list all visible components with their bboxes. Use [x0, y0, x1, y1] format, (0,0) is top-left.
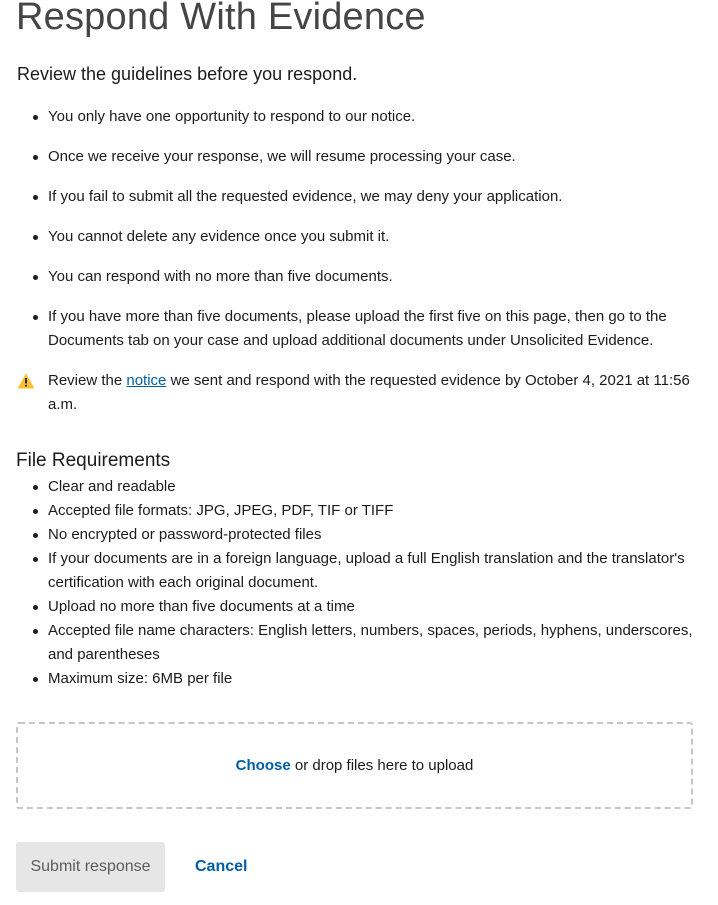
file-drop-zone[interactable] [16, 722, 693, 809]
guideline-item: If you have more than five documents, please upload the first five on this page, then go to the Documents tab on your case and upload additional documents under Unsolicited Evidence. [17, 305, 697, 353]
guideline-item: If you fail to submit all the requested evidence, we may deny your application. [17, 185, 697, 209]
file-requirements-list [17, 475, 697, 691]
guideline-item: You cannot delete any evidence once you submit it. [17, 225, 697, 249]
requirement-item: Accepted file formats: JPG, JPEG, PDF, TIF or TIFF [17, 499, 697, 523]
submit-response-button[interactable]: Submit response [16, 842, 165, 892]
guideline-item: Once we receive your response, we will resume processing your case. [17, 145, 697, 169]
guideline-item: You only have one opportunity to respond to our notice. [17, 105, 697, 129]
requirement-item: Clear and readable [17, 475, 697, 499]
requirement-item: Accepted file name characters: English letters, numbers, spaces, periods, hyphens, underscores, and parentheses [17, 619, 697, 667]
deadline-warning [17, 369, 697, 417]
guidelines-heading: Review the guidelines before you respond. [17, 64, 358, 84]
warning-suffix: we sent and respond with the requested evidence by October 4, 2021 at 11:56 a.m. [48, 372, 690, 413]
page-title: Respond With Evidence [16, 0, 426, 38]
warning-prefix: Review the [48, 372, 123, 389]
guidelines-list [17, 105, 697, 369]
requirement-item: No encrypted or password-protected files [17, 523, 697, 547]
warning-icon [17, 373, 35, 389]
requirement-item: Upload no more than five documents at a time [17, 595, 697, 619]
requirement-item: Maximum size: 6MB per file [17, 667, 697, 691]
cancel-button[interactable]: Cancel [183, 842, 259, 892]
drop-zone-text: or drop files here to upload [294, 757, 474, 774]
guideline-item: You can respond with no more than five documents. [17, 265, 697, 289]
choose-file-link[interactable]: Choose [235, 757, 291, 774]
notice-link[interactable]: notice [126, 372, 167, 389]
file-requirements-heading: File Requirements [16, 450, 171, 471]
requirement-item: If your documents are in a foreign language, upload a full English translation and the translator's certification with each original document. [17, 547, 697, 595]
